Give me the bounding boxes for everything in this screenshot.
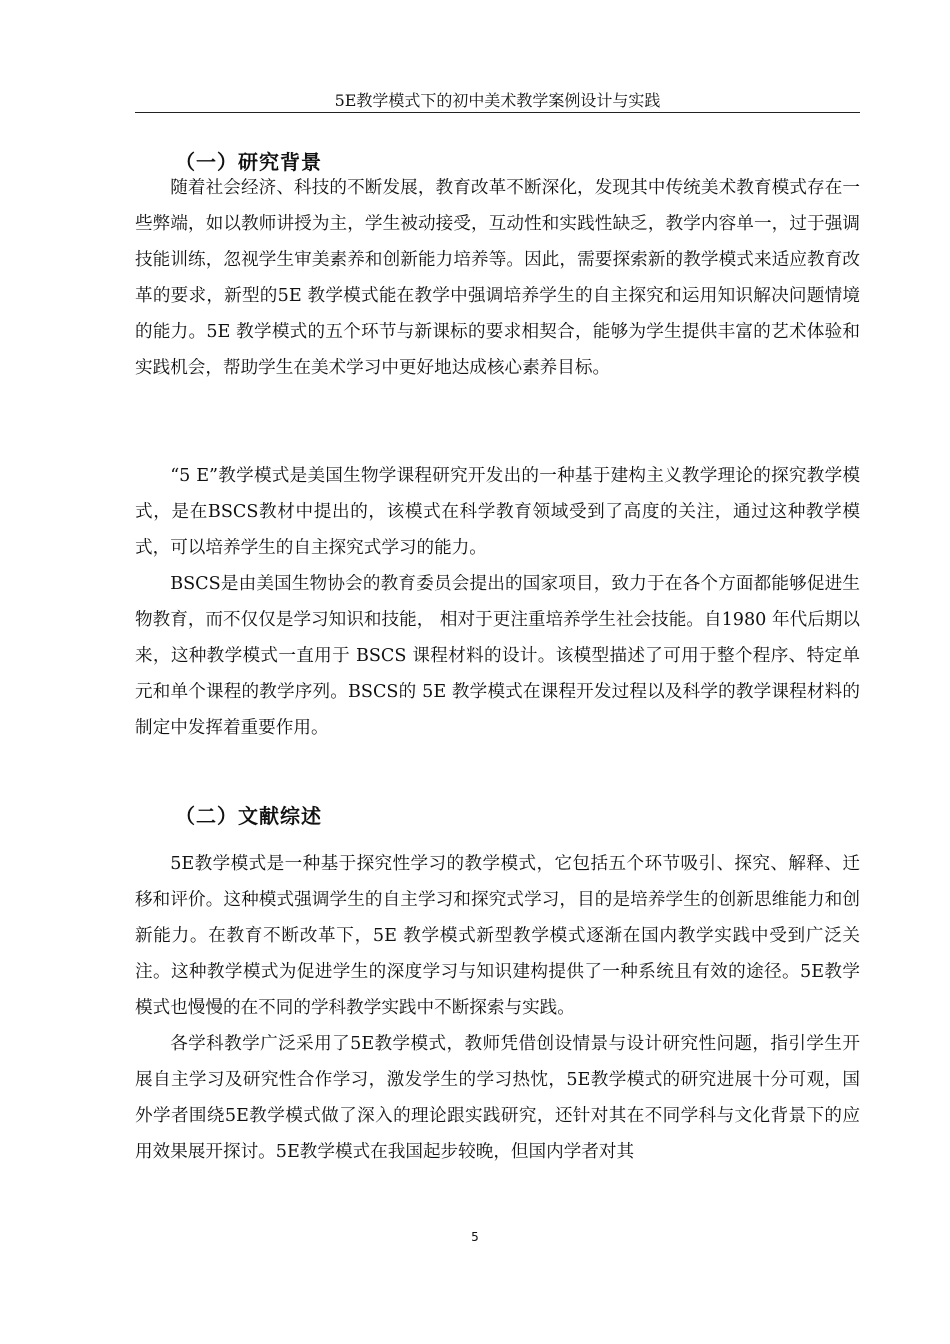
section-heading-background: （一）研究背景 [175, 150, 322, 174]
header-rule [135, 112, 860, 113]
paragraph-background-2: “5 E”教学模式是美国生物学课程研究开发出的一种基于建构主义教学理论的探究教学模式，是在BSCS教材中提出的，该模式在科学教育领域受到了高度的关注，通过这种教学模式，可以培养学生的自主探究式学习的能力。 [135, 466, 860, 558]
page-number: 5 [471, 1230, 479, 1244]
paragraph-literature-2: 各学科教学广泛采用了5E教学模式，教师凭借创设情景与设计研究性问题，指引学生开展自主学习及研究性合作学习，激发学生的学习热忱，5E教学模式的研究进展十分可观，国外学者围绕5E教学模式做了深入的理论跟实践研究，还针对其在不同学科与文化背景下的应用效果展开探讨。5E教学模式在我国起步较晚，但国内学者对其 [135, 1034, 860, 1162]
paragraph-background-3: BSCS是由美国生物协会的教育委员会提出的国家项目，致力于在各个方面都能够促进生物教育，而不仅仅是学习知识和技能， 相对于更注重培养学生社会技能。自1980 年代后期以来，这种教学模式一直用于 BSCS 课程材料的设计。该模型描述了可用于整个程序、特定单元和单个课程的教学序列。BSCS的 5E 教学模式在课程开发过程以及科学的教学课程材料的制定中发挥着重要作用。 [135, 574, 860, 738]
section-heading-literature: （二）文献综述 [175, 804, 322, 828]
running-header: 5E教学模式下的初中美术教学案例设计与实践 [334, 91, 661, 110]
paragraph-literature-1: 5E教学模式是一种基于探究性学习的教学模式，它包括五个环节吸引、探究、解释、迁移和评价。这种模式强调学生的自主学习和探究式学习，目的是培养学生的创新思维能力和创新能力。在教育不断改革下，5E 教学模式新型教学模式逐渐在国内教学实践中受到广泛关注。这种教学模式为促进学生的深度学习与知识建构提供了一种系统且有效的途径。5E教学模式也慢慢的在不同的学科教学实践中不断探索与实践。 [135, 854, 860, 1018]
paragraph-background-1: 随着社会经济、科技的不断发展，教育改革不断深化，发现其中传统美术教育模式存在一些弊端，如以教师讲授为主，学生被动接受，互动性和实践性缺乏，教学内容单一，过于强调技能训练，忽视学生审美素养和创新能力培养等。因此，需要探索新的教学模式来适应教育改革的要求，新型的5E 教学模式能在教学中强调培养学生的自主探究和运用知识解决问题情境的能力。5E 教学模式的五个环节与新课标的要求相契合，能够为学生提供丰富的艺术体验和实践机会，帮助学生在美术学习中更好地达成核心素养目标。 [135, 178, 860, 378]
